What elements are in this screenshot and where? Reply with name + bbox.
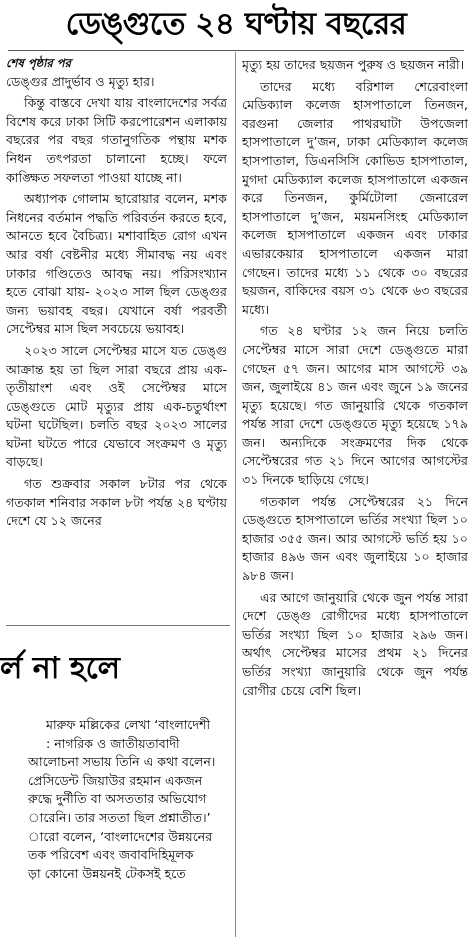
body-line: আলোচনা সভায় তিনি এ কথা বলেন। xyxy=(28,754,216,770)
paragraph: গতকাল পর্যন্ত সেপ্টেম্বরের ২১ দিনে ডেঙ্গুতে হাসপাতালে ভর্তির সংখ্যা ছিল ১০ হাজার ৩৫৫ জন। আর আগস্টে ভর্তি হয় ১০ হাজার ৪৯৬ জন এবং জুলাইয়ে ১০ হাজার ৯৮৪ জন। xyxy=(242,493,468,584)
paragraph: এর আগে জানুয়ারি থেকে জুন পর্যন্ত সারা দেশে ডেঙ্গু রোগীদের মধ্যে হাসপাতালে ভর্তির সংখ্যা ছিল ১০ হাজার ২৯৬ জন। অর্থাৎ সেপ্টেম্বর মাসের প্রথম ২১ দিনের ভর্তির সংখ্যা জানুয়ারি থেকে জুন পর্যন্ত রোগীর চেয়ে বেশি ছিল। xyxy=(242,589,468,698)
paragraph: ২০২৩ সালে সেপ্টেম্বর মাসে যত ডেঙ্গু আক্রান্ত হয় তা ছিল সারা বছরে প্রায় এক-তৃতীয়াংশ এবং ওই সেপ্টেম্বর মাসে ডেঙ্গুতে মোট মৃত্যুর প্রায় এক-চতুর্থাংশ ঘটনা ঘটেছিল। চলতি বছর ২০২৩ সালের ঘটনা ঘটতে পারে যেভাবে সংক্রমণ ও মৃত্যু বাড়ছে। xyxy=(6,342,227,470)
paragraph: গত ২৪ ঘণ্টার ১২ জন নিয়ে চলতি সেপ্টেম্বর মাসে সারা দেশে ডেঙ্গুতে মারা গেছেন ৫৭ জন। আগের মাস আগস্টে ৩৯ জন, জুলাইয়ে ৪১ জন এবং জুনে ১৯ জনের মৃত্যু হয়েছে। গত জানুয়ারি থেকে গতকাল পর্যন্ত সারা দেশে ডেঙ্গুতে মৃত্যু হয়েছে ১৭৯ জন। অন্যদিকে সংক্রমণের দিক থেকে সেপ্টেম্বরের গত ২১ দিনে আগের আগস্টের ৩১ দিনকে ছাড়িয়ে গেছে। xyxy=(242,323,468,488)
paragraph: ডেঙ্গুর প্রাদুর্ভাব ও মৃত্যু হার। xyxy=(6,73,155,89)
second-story-headline: র্ল না হলে xyxy=(0,651,121,686)
paragraph: অধ্যাপক গোলাম ছারোয়ার বলেন, মশক নিধনের বর্তমান পদ্ধতি পরিবর্তন করতে হবে, আনতে হবে বৈচিত্র্য। মশাবাহিত রোগ এখন আর বর্ষা বেষ্টনীর মধ্যে সীমাবদ্ধ নয় এবং ঢাকার গণ্ডিতেও আবদ্ধ নয়। পরিসংখ্যান হতে বোঝা যায়- ২০২৩ সাল ছিল ডেঙ্গুর জন্য ভয়াবহ বছর। যেখানে বর্ষা পরবর্তী সেপ্টেম্বর মাস ছিল সবচেয়ে ভয়াবহ। xyxy=(6,191,227,337)
body-line: : নাগরিক ও জাতীয়তাবাদী xyxy=(46,735,180,751)
paragraph: গত শুক্রবার সকাল ৮টার পর থেকে গতকাল শনিবার সকাল ৮টা পর্যন্ত ২৪ ঘণ্টায় দেশে যে ১২ জনের xyxy=(6,476,227,529)
body-line: রুদ্ধে দুর্নীতি বা অসততার অভিযোগ xyxy=(28,791,207,807)
paragraph: তাদের মধ্যে বরিশাল শেরেবাংলা মেডিক্যাল কলেজ হাসপাতালে তিনজন, বরগুনা জেলার পাথরঘাটা উপজেলা হাসপাতালে দু’জন, ঢাকা মেডিক্যাল কলেজ হাসপাতাল, ডিএনসিসি কোভিড হাসপাতাল, মুগদা মেডিক্যাল কলেজ হাসপাতালে একজন করে তিনজন, কুর্মিটোলা জেনারেল হাসপাতালে দু’জন, ময়মনসিংহ মেডিক্যাল কলেজ হাসপাতালে একজন এবং ঢাকার এভারকেয়ার হাসপাতালে একজন মারা গেছেন। তাদের মধ্যে ১১ থেকে ৩০ বছরের ছয়জন, বাকিদের বয়স ৩১ থেকে ৬৩ বছরের মধ্যে। xyxy=(242,78,468,317)
body-line: মারুফ মল্লিকের লেখা ‘বাংলাদেশী xyxy=(46,717,211,732)
paragraph: কিন্তু বাস্তবে দেখা যায় বাংলাদেশের সর্বত্র বিশেষ করে ঢাকা সিটি করপোরেশন এলাকায় বছরের পর বছর গতানুগতিক পন্থায় মশক নিধন তৎপরতা চালানো হচ্ছে। ফলে কাঙ্ক্ষিত সফলতা পাওয়া যাচ্ছে না। xyxy=(6,95,227,185)
body-line: ারেনি। তার সততা ছিল প্রশ্নাতীত।’ xyxy=(28,809,211,825)
continued-label: শেষ পৃষ্ঠার পর xyxy=(6,56,71,70)
body-line: ারো বলেন, ‘বাংলাদেশের উন্নয়নের xyxy=(28,828,213,844)
body-line: তক পরিবেশ এবং জবাবদিহিমূলক xyxy=(28,847,194,863)
left-column xyxy=(6,54,227,619)
story-separator xyxy=(6,625,230,626)
headline-rule xyxy=(8,50,464,51)
headline: ডেঙ্গুতে ২৪ ঘণ্টায় বছরের xyxy=(65,6,407,42)
second-story-body xyxy=(6,716,227,937)
body-line: ড়া কোনো উন্নয়নই টেকসই হতে xyxy=(28,865,186,881)
body-line: প্রেসিডেন্ট জিয়াউর রহমান একজন xyxy=(28,772,203,788)
column-divider xyxy=(235,52,236,937)
paragraph: মৃত্যু হয় তাদের ছয়জন পুরুষ ও ছয়জন নারী। xyxy=(242,57,465,72)
right-column xyxy=(242,56,468,934)
